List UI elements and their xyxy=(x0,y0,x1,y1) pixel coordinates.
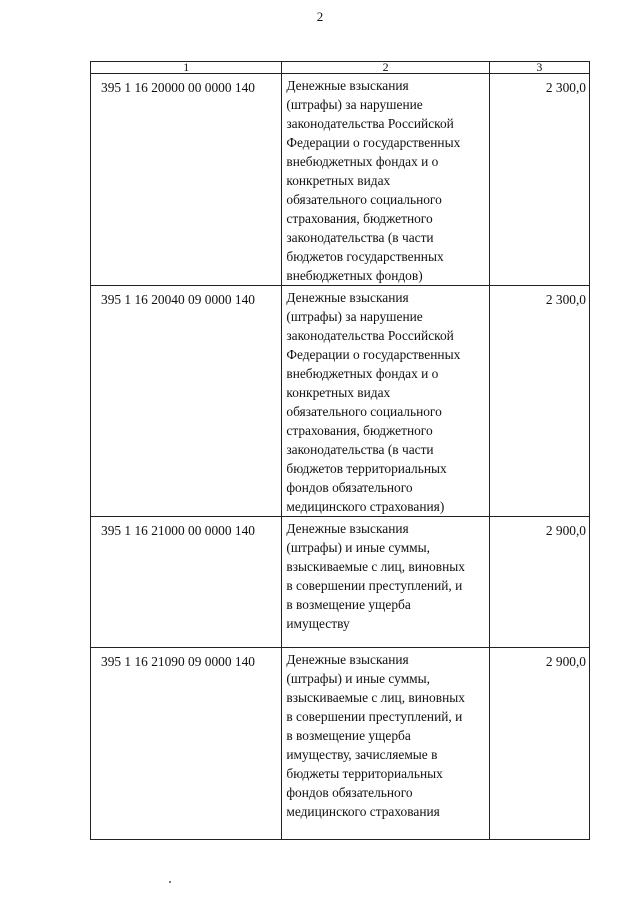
description-line: законодательства (в части xyxy=(286,230,434,245)
description-line: Денежные взыскания xyxy=(286,290,409,305)
description-line: взыскиваемые с лиц, виновных xyxy=(286,690,465,705)
description-cell xyxy=(282,517,489,648)
description-line: бюджетов территориальных xyxy=(286,461,447,476)
description-line: (штрафы) и иные суммы, xyxy=(286,540,430,555)
table-header-row xyxy=(91,62,590,74)
description-line: Денежные взыскания xyxy=(286,78,409,93)
table-row xyxy=(91,517,590,648)
description-line: бюджеты территориальных xyxy=(286,766,443,781)
description-line: обязательного социального xyxy=(286,192,442,207)
description-line: Федерации о государственных xyxy=(286,135,461,150)
description-line: в возмещение ущерба xyxy=(286,597,411,612)
description-line: законодательства Российской xyxy=(286,116,454,131)
budget-code-cell: 395 1 16 21000 00 0000 140 xyxy=(91,517,282,648)
description-line: обязательного социального xyxy=(286,404,442,419)
column-header-name: 2 xyxy=(282,62,489,74)
table-row xyxy=(91,648,590,840)
table-row xyxy=(91,286,590,517)
amount-cell: 2 900,0 xyxy=(489,517,589,648)
budget-code-cell: 395 1 16 20040 09 0000 140 xyxy=(91,286,282,517)
description-line: в возмещение ущерба xyxy=(286,728,411,743)
description-line: Федерации о государственных xyxy=(286,347,461,362)
description-line: (штрафы) за нарушение xyxy=(286,309,423,324)
page-number: 2 xyxy=(316,9,324,24)
description-line: внебюджетных фондов) xyxy=(286,268,423,283)
description-line: фондов обязательного xyxy=(286,785,413,800)
description-line: (штрафы) за нарушение xyxy=(286,97,423,112)
description-cell xyxy=(282,286,489,517)
table-row xyxy=(91,74,590,286)
description-line: медицинского страхования) xyxy=(286,499,445,514)
description-cell xyxy=(282,74,489,286)
description-line: страхования, бюджетного xyxy=(286,423,433,438)
description-line: конкретных видах xyxy=(286,173,391,188)
column-header-code: 1 xyxy=(91,62,282,74)
budget-code-cell: 395 1 16 21090 09 0000 140 xyxy=(91,648,282,840)
description-line: Денежные взыскания xyxy=(286,652,409,667)
description-line: имуществу, зачисляемые в xyxy=(286,747,438,762)
budget-code-cell: 395 1 16 20000 00 0000 140 xyxy=(91,74,282,286)
description-line: бюджетов государственных xyxy=(286,249,444,264)
description-line: законодательства (в части xyxy=(286,442,434,457)
description-line: фондов обязательного xyxy=(286,480,413,495)
description-line: страхования, бюджетного xyxy=(286,211,433,226)
description-line: конкретных видах xyxy=(286,385,391,400)
description-line: внебюджетных фондах и о xyxy=(286,366,439,381)
description-line: (штрафы) и иные суммы, xyxy=(286,671,430,686)
amount-cell: 2 300,0 xyxy=(489,74,589,286)
description-cell xyxy=(282,648,489,840)
description-line: в совершении преступлений, и xyxy=(286,578,463,593)
description-line: имуществу xyxy=(286,616,350,631)
column-header-amount: 3 xyxy=(489,62,589,74)
amount-cell: 2 900,0 xyxy=(489,648,589,840)
description-line: в совершении преступлений, и xyxy=(286,709,463,724)
description-line: законодательства Российской xyxy=(286,328,454,343)
description-line: взыскиваемые с лиц, виновных xyxy=(286,559,465,574)
description-line: внебюджетных фондах и о xyxy=(286,154,439,169)
description-line: медицинского страхования xyxy=(286,804,440,819)
description-line: Денежные взыскания xyxy=(286,521,409,536)
amount-cell: 2 300,0 xyxy=(489,286,589,517)
scan-speck xyxy=(169,881,171,883)
budget-table xyxy=(90,61,590,840)
